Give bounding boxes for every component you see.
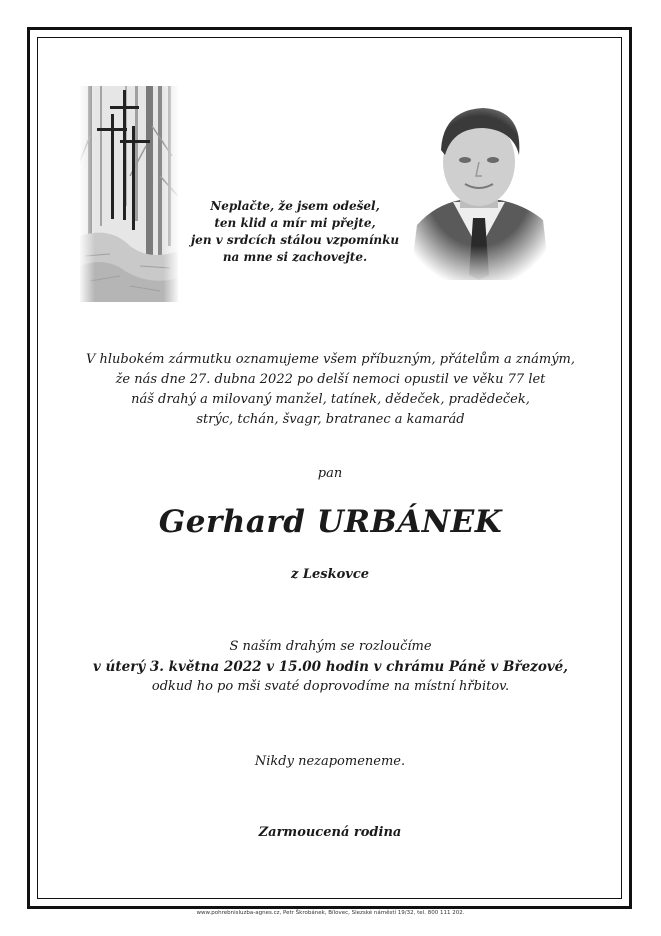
announcement-line: náš drahý a milovaný manžel, tatínek, dědeček, pradědeček, — [131, 392, 530, 407]
funeral-date-place: v úterý 3. května 2022 v 15.00 hodin v chrámu Páně v Březové, — [93, 659, 568, 675]
memorial-verse — [186, 198, 404, 266]
announcement-line: V hlubokém zármutku oznamujeme všem příbuzným, přátelům a známým, — [86, 352, 575, 367]
farewell-intro: S naším drahým se rozloučíme — [229, 639, 432, 654]
farewell-outro: odkud ho po mši svaté doprovodíme na místní hřbitov. — [151, 679, 510, 694]
footer-contact: www.pohrebnisluzba-agnes.cz, Petr Škrobánek, Bílovec, Slezské náměstí 19/32, tel. 800 111 202. — [196, 910, 465, 916]
deceased-origin: z Leskovce — [290, 567, 370, 582]
verse-line: jen v srdcích stálou vzpomínku — [190, 233, 400, 247]
crosses-forest-illustration — [80, 86, 178, 302]
verse-line: na mne si zachovejte. — [222, 250, 368, 264]
verse-line: Neplačte, že jsem odešel, — [210, 199, 380, 213]
funeral-details — [60, 637, 601, 697]
death-announcement — [60, 350, 601, 430]
never-forget-text: Nikdy nezapomeneme. — [254, 754, 406, 769]
announcement-line: strýc, tchán, švagr, bratranec a kamarád — [196, 412, 465, 427]
deceased-name: Gerhard URBÁNEK — [158, 504, 503, 540]
announcement-line: že nás dne 27. dubna 2022 po delší nemoci opustil ve věku 77 let — [115, 372, 546, 387]
signature: Zarmoucená rodina — [258, 825, 402, 840]
verse-line: ten klid a mír mi přejte, — [214, 216, 376, 230]
honorific: pan — [317, 466, 343, 481]
portrait-photo — [405, 100, 553, 280]
